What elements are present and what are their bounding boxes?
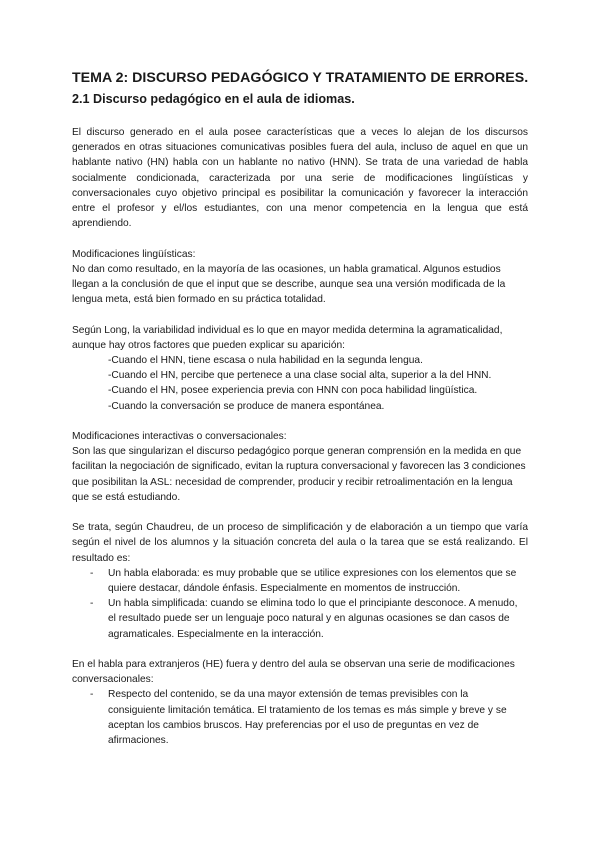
document-body bbox=[72, 125, 528, 748]
long-factors-list bbox=[72, 353, 528, 414]
linguistic-heading: Modificaciones lingüísticas: bbox=[72, 248, 196, 260]
list-item: - Un habla elaborada: es muy probable que se utilice expresiones con los elementos que se quiere destacar, dándole énfasis. Especialmente en momentos de instrucción. bbox=[72, 566, 528, 596]
section-subtitle: 2.1 Discurso pedagógico en el aula de idiomas. bbox=[72, 92, 355, 106]
interactive-paragraph: Son las que singularizan el discurso pedagógico porque generan comprensión en la medida en que facilitan la negociación de significado, evitan la ruptura conversacional y favorecen las 3 condiciones que posibilitan la ASL: necesidad de comprender, producir y recibir retroalimentación en la lengua que se está estudiando. bbox=[72, 446, 526, 503]
linguistic-paragraph: No dan como resultado, en la mayoría de las ocasiones, un habla gramatical. Algunos estudios llegan a la conclusión de que el input que se describe, aunque sea una versión modificada de la lengua meta, está bien formado en su práctica totalidad. bbox=[72, 263, 506, 306]
list-item: - Un habla simplificada: cuando se elimina todo lo que el principiante desconoce. A menudo, el resultado puede ser un lenguaje poco natural y en algunas ocasiones se dan casos de agramaticales. Especialmente en la interacción. bbox=[72, 596, 528, 642]
he-paragraph: En el habla para extranjeros (HE) fuera y dentro del aula se observan una serie de modificaciones conversacionales: bbox=[72, 659, 515, 686]
page-title: TEMA 2: DISCURSO PEDAGÓGICO Y TRATAMIENTO DE ERRORES. bbox=[72, 70, 529, 86]
list-item: -Cuando el HN, posee experiencia previa con HNN con poca habilidad lingüística. bbox=[108, 385, 478, 397]
chaudreu-paragraph: Se trata, según Chaudreu, de un proceso de simplificación y de elaboración a un tiempo que varía según el nivel de los alumnos y la situación concreta del aula o la tarea que se está realizando. El resultado es: bbox=[72, 522, 528, 564]
chaudreu-results-list bbox=[72, 566, 528, 642]
list-item: - Respecto del contenido, se da una mayor extensión de temas previsibles con la consiguiente limitación temática. El tratamiento de los temas es más simple y breve y se aceptan los cambios bruscos. Hay preferencias por el uso de preguntas en vez de afirmaciones. bbox=[72, 687, 528, 748]
list-item: -Cuando el HNN, tiene escasa o nula habilidad en la segunda lengua. bbox=[108, 355, 423, 367]
long-paragraph: Según Long, la variabilidad individual es lo que en mayor medida determina la agramaticalidad, aunque hay otros factores que pueden explicar su aparición: bbox=[72, 324, 503, 351]
list-item: -Cuando el HN, percibe que pertenece a una clase social alta, superior a la del HNN. bbox=[108, 370, 492, 382]
intro-paragraph: El discurso generado en el aula posee características que a veces lo alejan de los discursos generados en otras situaciones comunicativas posibles fuera del aula, incluso de aquel en que un hablante nativo (HN) habla con un hablante no nativo (HNN). Se trata de una variedad de habla socialmente condicionada, caracterizada por una serie de modificaciones lingüísticas y conversacionales cuyo objetivo principal es posibilitar la comunicación y favorecer la interacción entre el profesor y el/los estudiantes, con una menor competencia en la lengua que está aprendiendo. bbox=[72, 127, 528, 230]
list-item: -Cuando la conversación se produce de manera espontánea. bbox=[108, 400, 385, 412]
he-modifications-list bbox=[72, 687, 528, 748]
interactive-heading: Modificaciones interactivas o conversacionales: bbox=[72, 431, 287, 443]
